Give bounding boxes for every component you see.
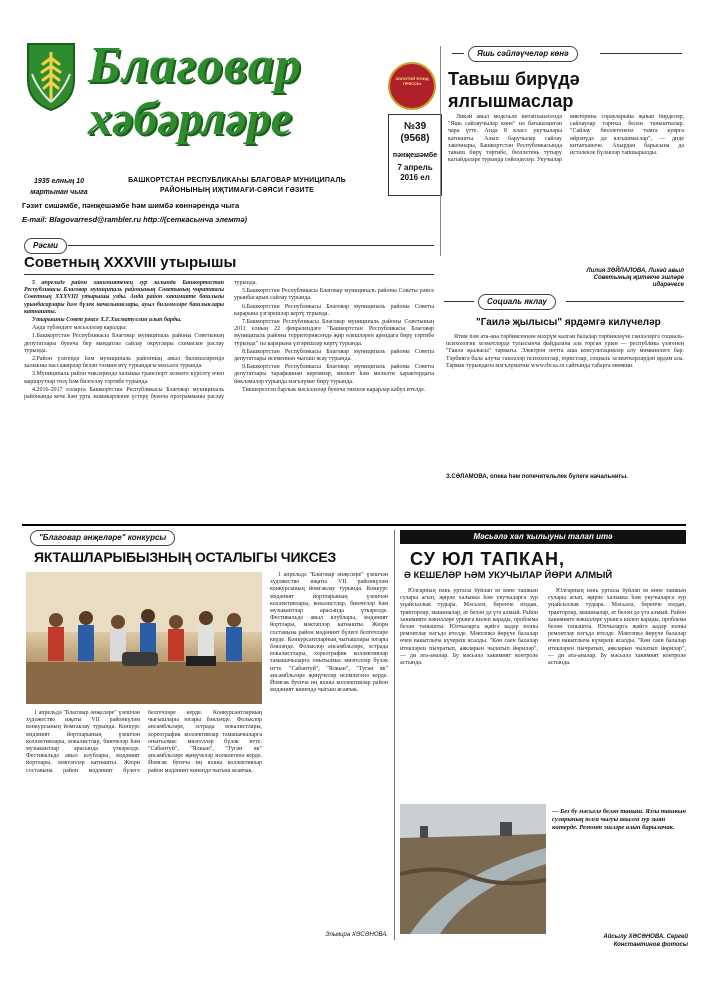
rubric-roads: Мәсьәлә хәл ҡылыуны талап итә [400,530,686,544]
social-text: Ятим һәм ата-ана тәрбиясеннән мәхрүм калган балалар тәрбияләүче гаиләләргә социаль-психологик хезмәтләрдә тулысынча файдалана ала торган урын — республика үзәгенең "Гаилә җылысы" тармагы. Электрон почта аша консультацияләр алу мөмкинлеге бар. Тәрбиягә бала алучы гаиләләр психологлар, юристлар, социаль хезмәткәрләрдән ярдәм ала. Тармак турындагы мәгълүматны www.rbcsa.ru сайтында табарга мөмкин. [446,334,684,369]
coat-of-arms-icon [24,40,78,112]
roads-text: Юлгарның нәкъ уртасы буйлап яз көне ташкын сулары агып, җирле халыкка һәм укучыларга зур уңайсызлык тудыра. Мәсьәлә, беренче юлдан, тракторлар, машиналар, ат белән дә үтә алмый. Район хакимияте вәкилләре урынга килеп карады, проблема белән танышты. Юлчыларга җәйгә кадәр юлны ремонтлау вәгъдә ителде. Мәктәпкә йөрүче балалар өчен вакытлыча күчереш ясалды. "Көн саен балалар итекләрен пычратып, аякларын чылатып йөриләр", — ди ата-аналар. Бу мәсьәлә хакимият контроле астында. [400,588,538,667]
roads-subhead: Ә КЕШЕЛӘР ҺӘМ УКУЧЫЛАР ЙӨРИ АЛМЫЙ [404,570,613,581]
contest-headline: ЯКТАШЛАРЫБЫЗНЫҢ ОСТАЛЫГЫ ЧИКСЕЗ [34,549,337,565]
session-para-9: 7.Башкортстан Республикасы Благовар муниципаль районы Советының 2011 елның 22 февралендәге "Башкортстан Республикасы Благовар муниципаль районы территориясендә җир өлешләрен арендага бирү тәртибе турында" гы карарына үзгәрешләр кертү турында. [234,319,434,347]
contest-body-col3 [270,572,388,932]
social-author: З.СӘЛАМОВА, опека һәм попечительлек бүлеге начальнигы. [446,474,628,480]
social-headline: "Гаилә җылысы" ярдәмгә килүчеләр [476,317,661,328]
publisher-line: БАШКОРТСТАН РЕСПУБЛИКАҺЫ БЛАГОВАР МУНИЦИПАЛЬ РАЙОНЫНЫҢ ИҖТИМАҒИ-СӘЯСИ ГӘЗИТЕ [128,177,346,194]
session-para-6: 4.2016-2017 елларга Башкортстан Республикасы Благовар муниципаль районында кече һәм урта эшмәкәрлекне үстерү буенча программаны раслау турында. [24,280,258,401]
youth-headline: Тавыш бирүдә ялгышмаслар [448,69,580,111]
performers-illustration [26,572,262,704]
session-para-8: 6.Башкортстан Республикасы Благовар муниципаль районы Советы карарына үзгәрешләр кертү турында. [234,303,434,317]
roads-author: Айсылу ХӘСӘНОВА. Сергей Константинов фотосы [603,934,688,948]
masthead [22,36,380,244]
social-body [446,334,684,470]
youth-author: Лилия ЗӘЙЛАЛОВА, Ликәй авыл Советының җитәкче эшләре идарәчесе [586,268,684,288]
youth-body [448,114,684,264]
since-date: 1935 елның 10 мартынан чыга [30,178,88,196]
issue-number: №39 (9568) [400,121,430,144]
roads-text-repeat: Юлгарның нәкъ уртасы буйлап яз көне ташкын сулары агып, җирле халыкка һәм укучыларга зур уңайсызлык тудыра. Мәсьәлә, беренче юлдан, тракторлар, машиналар, ат белән дә үтә алмый. Район хакимияте вәкилләре урынга килеп карады, проблема белән танышты. Юлчыларга җәйгә кадәр юлны ремонтлау вәгъдә ителде. Мәктәпкә йөрүче балалар өчен вакытлыча күчереш ясалды. "Көн саен балалар итекләрен пычратып, аякларын чылатып йөриләр", — ди ата-аналар. Бу мәсьәлә хакимият контроле астында. [548,588,686,667]
issue-date: 7 апрель 2016 ел [397,163,433,182]
session-para-10: 8.Башкортстан Республикасы Благовар муниципаль районы Советы депутатлары исеменнән чыгыш ясау турында. [234,348,434,363]
session-para-2: Анда түбәндәге мәсьәләләр каралды: [32,325,127,332]
contest-text-cont: 1 апрельдә "Благовар әнҗеләре" үзешчән художество иҗаты VII районкүләм конкурсының йомгаклау турында. Конкурс мәдәният йортларының үзешчән коллективлары, вокалистлар, биючеләр һәм музыкантлар арасында үткәрелде. Фестивальдә авыл клублары, мәдәният йортлары, мәктәпләр катнашты. Жюри составына район мәдәният бүлеге белгечләре керде. Конкурсантларның чыгышлары югары бәяләнде. Фольклор ансамбльләре, эстрада вокалистлары, хореографик коллективлар тамашачыларга онытылмас мизгелләр бүләк итте. "Сабантуй", "Ялкын", "Туган як" ансамбльләре җиңүчеләр исемлегенә керде. Йомгак буенча иң яхшы коллективлар район мәдәният көнендә чыгыш ясаячак. [270,572,388,694]
session-para-3: 1.Башкортстан Республикасы Благовар муниципаль районы Советының депутатлары буенча бер мандатлы сайлау округлары схемасын раслау турында. [24,333,224,354]
youth-text: Ликәй авыл модельле китапханәсендә "Яшь сайлаучылар көне" нә багышланган чара үтте. Анда 8 класс укучылары катнашты. Алып баручылар сайлау законнары, Башкортстан Республикасында тавыш бирү тәртибе, бюллетень тутыру кагыйдәләре турында сөйләделәр. Укучылар викторина сорауларына җавап бирделәр, сайлаулар тарихы белән таныштылар. "Сайлау бюллетененә тамга куярга өйрәнүдә дә ялгышмаслар", — диде китапханәче. Ахырдан барысына да истәлекле бүләкләр тапшырылды. [448,114,684,164]
email-line: E-mail: Blagovarresd@rambler.ru http://(сеткасынча элемтә) [22,215,247,224]
masthead-title-line2: хәбәрләре [88,92,292,145]
road-photo [400,804,546,934]
roads-body [400,588,686,798]
issue-day: пәнҗешәмбе [392,152,438,159]
contest-photo [26,572,262,704]
session-headline: Советның XXXVIII утырышы [24,254,237,271]
seal-text: ЗОЛОТОЙ ФОНД ПРЕССЫ [395,76,429,86]
session-para-0: 5 апрельдә район хакимиятенең зур залында Башкортостан Республикасы Благовар муниципаль районының Советының чираттагы Советның XXXVIII утырышы узды. Анда район хакимияте башлығы урынбасарлары һәм бүлек начальниклары, ауыл биләмәләре башлыклары катнашты. [24,280,224,315]
roads-headline: СУ ЮЛ ТАПКАН, [410,549,566,569]
session-para-12: Тикшерелгән барлык мәсьәләләр буенча тиешле карарлар кабул ителде. [242,386,426,393]
contest-author: Эльмира ХӘСӘНОВА. [325,932,388,938]
rubric-official: Рәсми [24,238,67,254]
session-body [24,280,434,520]
session-para-11: 9.Башкортстан Республикасы Благовар муниципаль районы Советы депутатлары тарафыннан керемнәр, мөлкәт һәм мөлкәти характердагы йөкләмәләр турында мәгълүмат бирү турында. [234,364,434,385]
session-para-4: 2.Район үзәгендә һәм муниципаль районның авыл биләмәләрендә халыкны пассажирлар белән тәэмин итү турындагы мәсьәлә турында. [24,356,224,370]
contest-text: 1 апрельдә "Благовар әнҗеләре" үзешчән художество иҗаты VII районкүләм конкурсының йомгаклау турында. Конкурс мәдәният йортларының үзешчән коллективлары, вокалистлар, биючеләр һәм музыкантлар арасында үткәрелде. Фестивальдә авыл клублары, мәдәният йортлары, мәктәпләр катнашты. Жюри составына район мәдәният бүлеге белгечләре керде. Конкурсантларның чыгышлары югары бәяләнде. Фольклор ансамбльләре, эстрада вокалистлары, хореографик коллективлар тамашачыларга онытылмас мизгелләр бүләк итте. "Сабантуй", "Ялкын", "Туган як" ансамбльләре җиңүчеләр исемлегенә керде. Йомгак буенча иң яхшы коллективлар район мәдәният көнендә чыгыш ясаячак. [26,710,262,774]
schedule-line: Гәзит сишәмбе, пәнҗешәмбе һәм шимбә көннәрендә чыга [22,201,240,210]
flooded-road-illustration [400,804,546,934]
golden-fund-seal-icon [388,62,436,110]
contest-body [26,710,262,940]
rubric-contest: "Благовар әнҗеләре" конкурсы [30,530,175,546]
session-para-7: 5.Башкортстан Республикасы Благовар муниципаль районы Советы рәисе урынбасарын сайлау турында. [234,288,434,302]
road-photo-caption: — Без бу мәсьәлә белән таныш. Язгы ташкын суларының юлга чыгуы авылга зур зыян китерде. Ремонт эшләре алып барылачак. [552,808,686,831]
masthead-title-line1: Благовар [88,37,302,94]
rubric-youth: Яшь сәйләүчеләр көнә [468,46,578,62]
session-para-1: Утырышны Совет рәисе Х.Г.Хисматуллин алып барды. [32,317,182,324]
issue-box [388,114,442,196]
session-para-5: 3.Муниципаль район чикләрендә халыкка транспорт хезмәте күрсәтү өчен маршрутлар төзү һәм билгеләү тәртибе турында. [24,371,224,385]
rubric-social: Социаль яклау [478,294,556,310]
